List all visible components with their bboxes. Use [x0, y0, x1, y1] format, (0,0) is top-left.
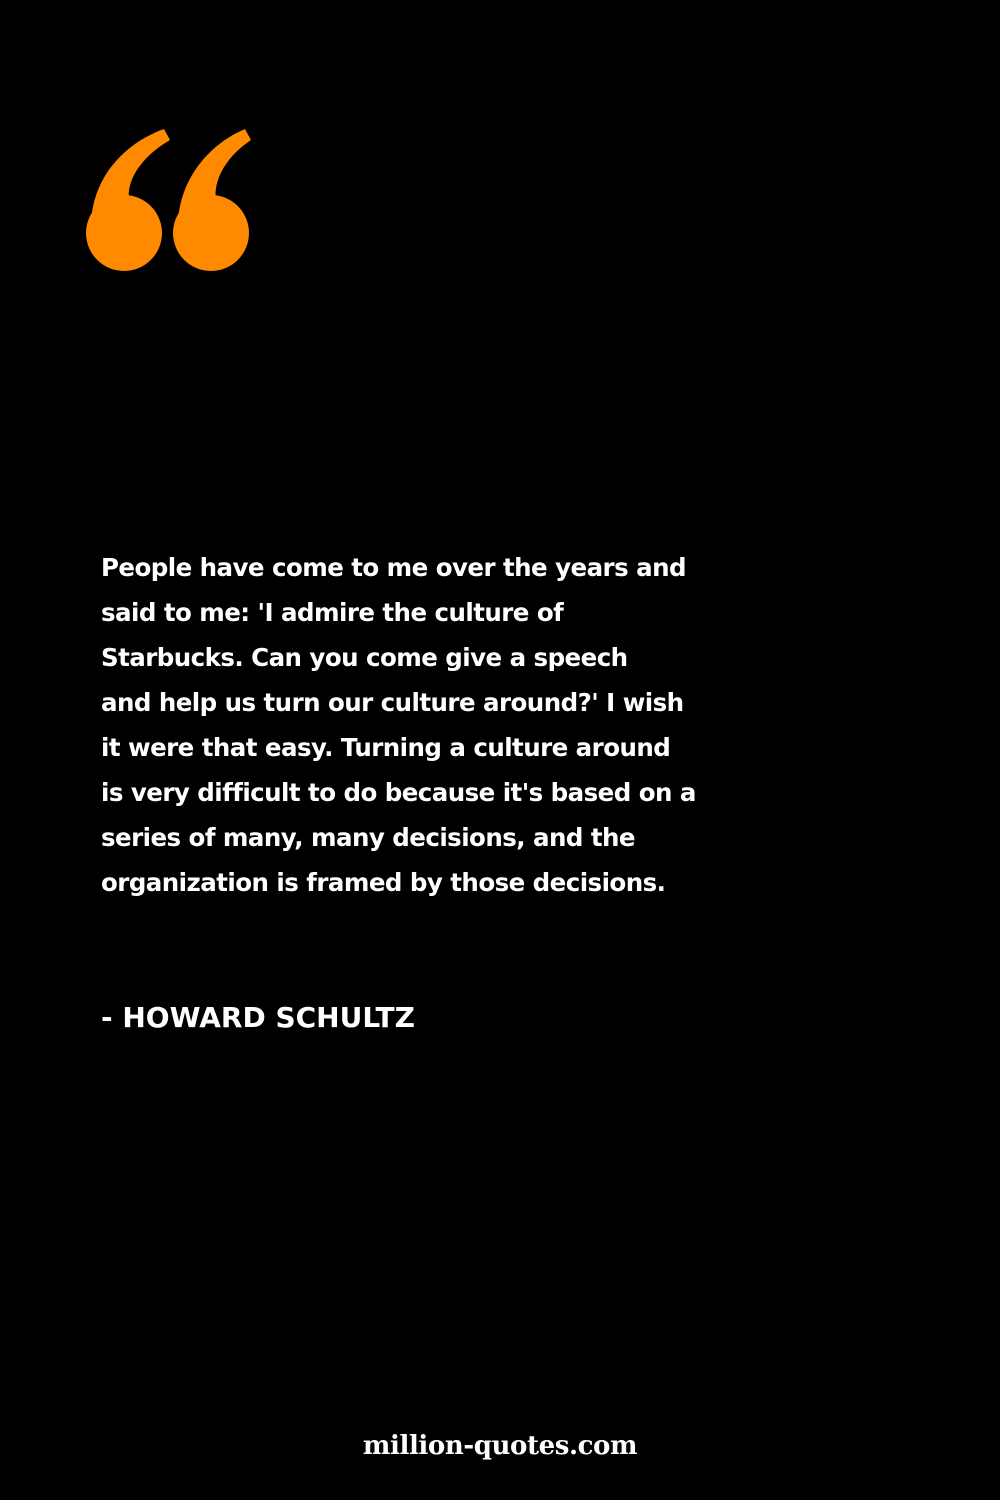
- open-quote-icon: [84, 126, 254, 276]
- quote-line: and help us turn our culture around?' I wish: [101, 688, 684, 717]
- quote-line: People have come to me over the years and: [101, 553, 686, 582]
- quote-line: said to me: 'I admire the culture of: [101, 598, 564, 627]
- quote-line: it were that easy. Turning a culture around: [101, 733, 671, 762]
- quote-line: organization is framed by those decisions.: [101, 868, 666, 897]
- quote-line: is very difficult to do because it's based on a: [101, 778, 696, 807]
- quote-line: series of many, many decisions, and the: [101, 823, 635, 852]
- quote-author: - HOWARD SCHULTZ: [101, 1001, 415, 1034]
- quote-text: [101, 545, 821, 905]
- quote-line: Starbucks. Can you come give a speech: [101, 643, 628, 672]
- site-watermark: million-quotes.com: [362, 1431, 638, 1461]
